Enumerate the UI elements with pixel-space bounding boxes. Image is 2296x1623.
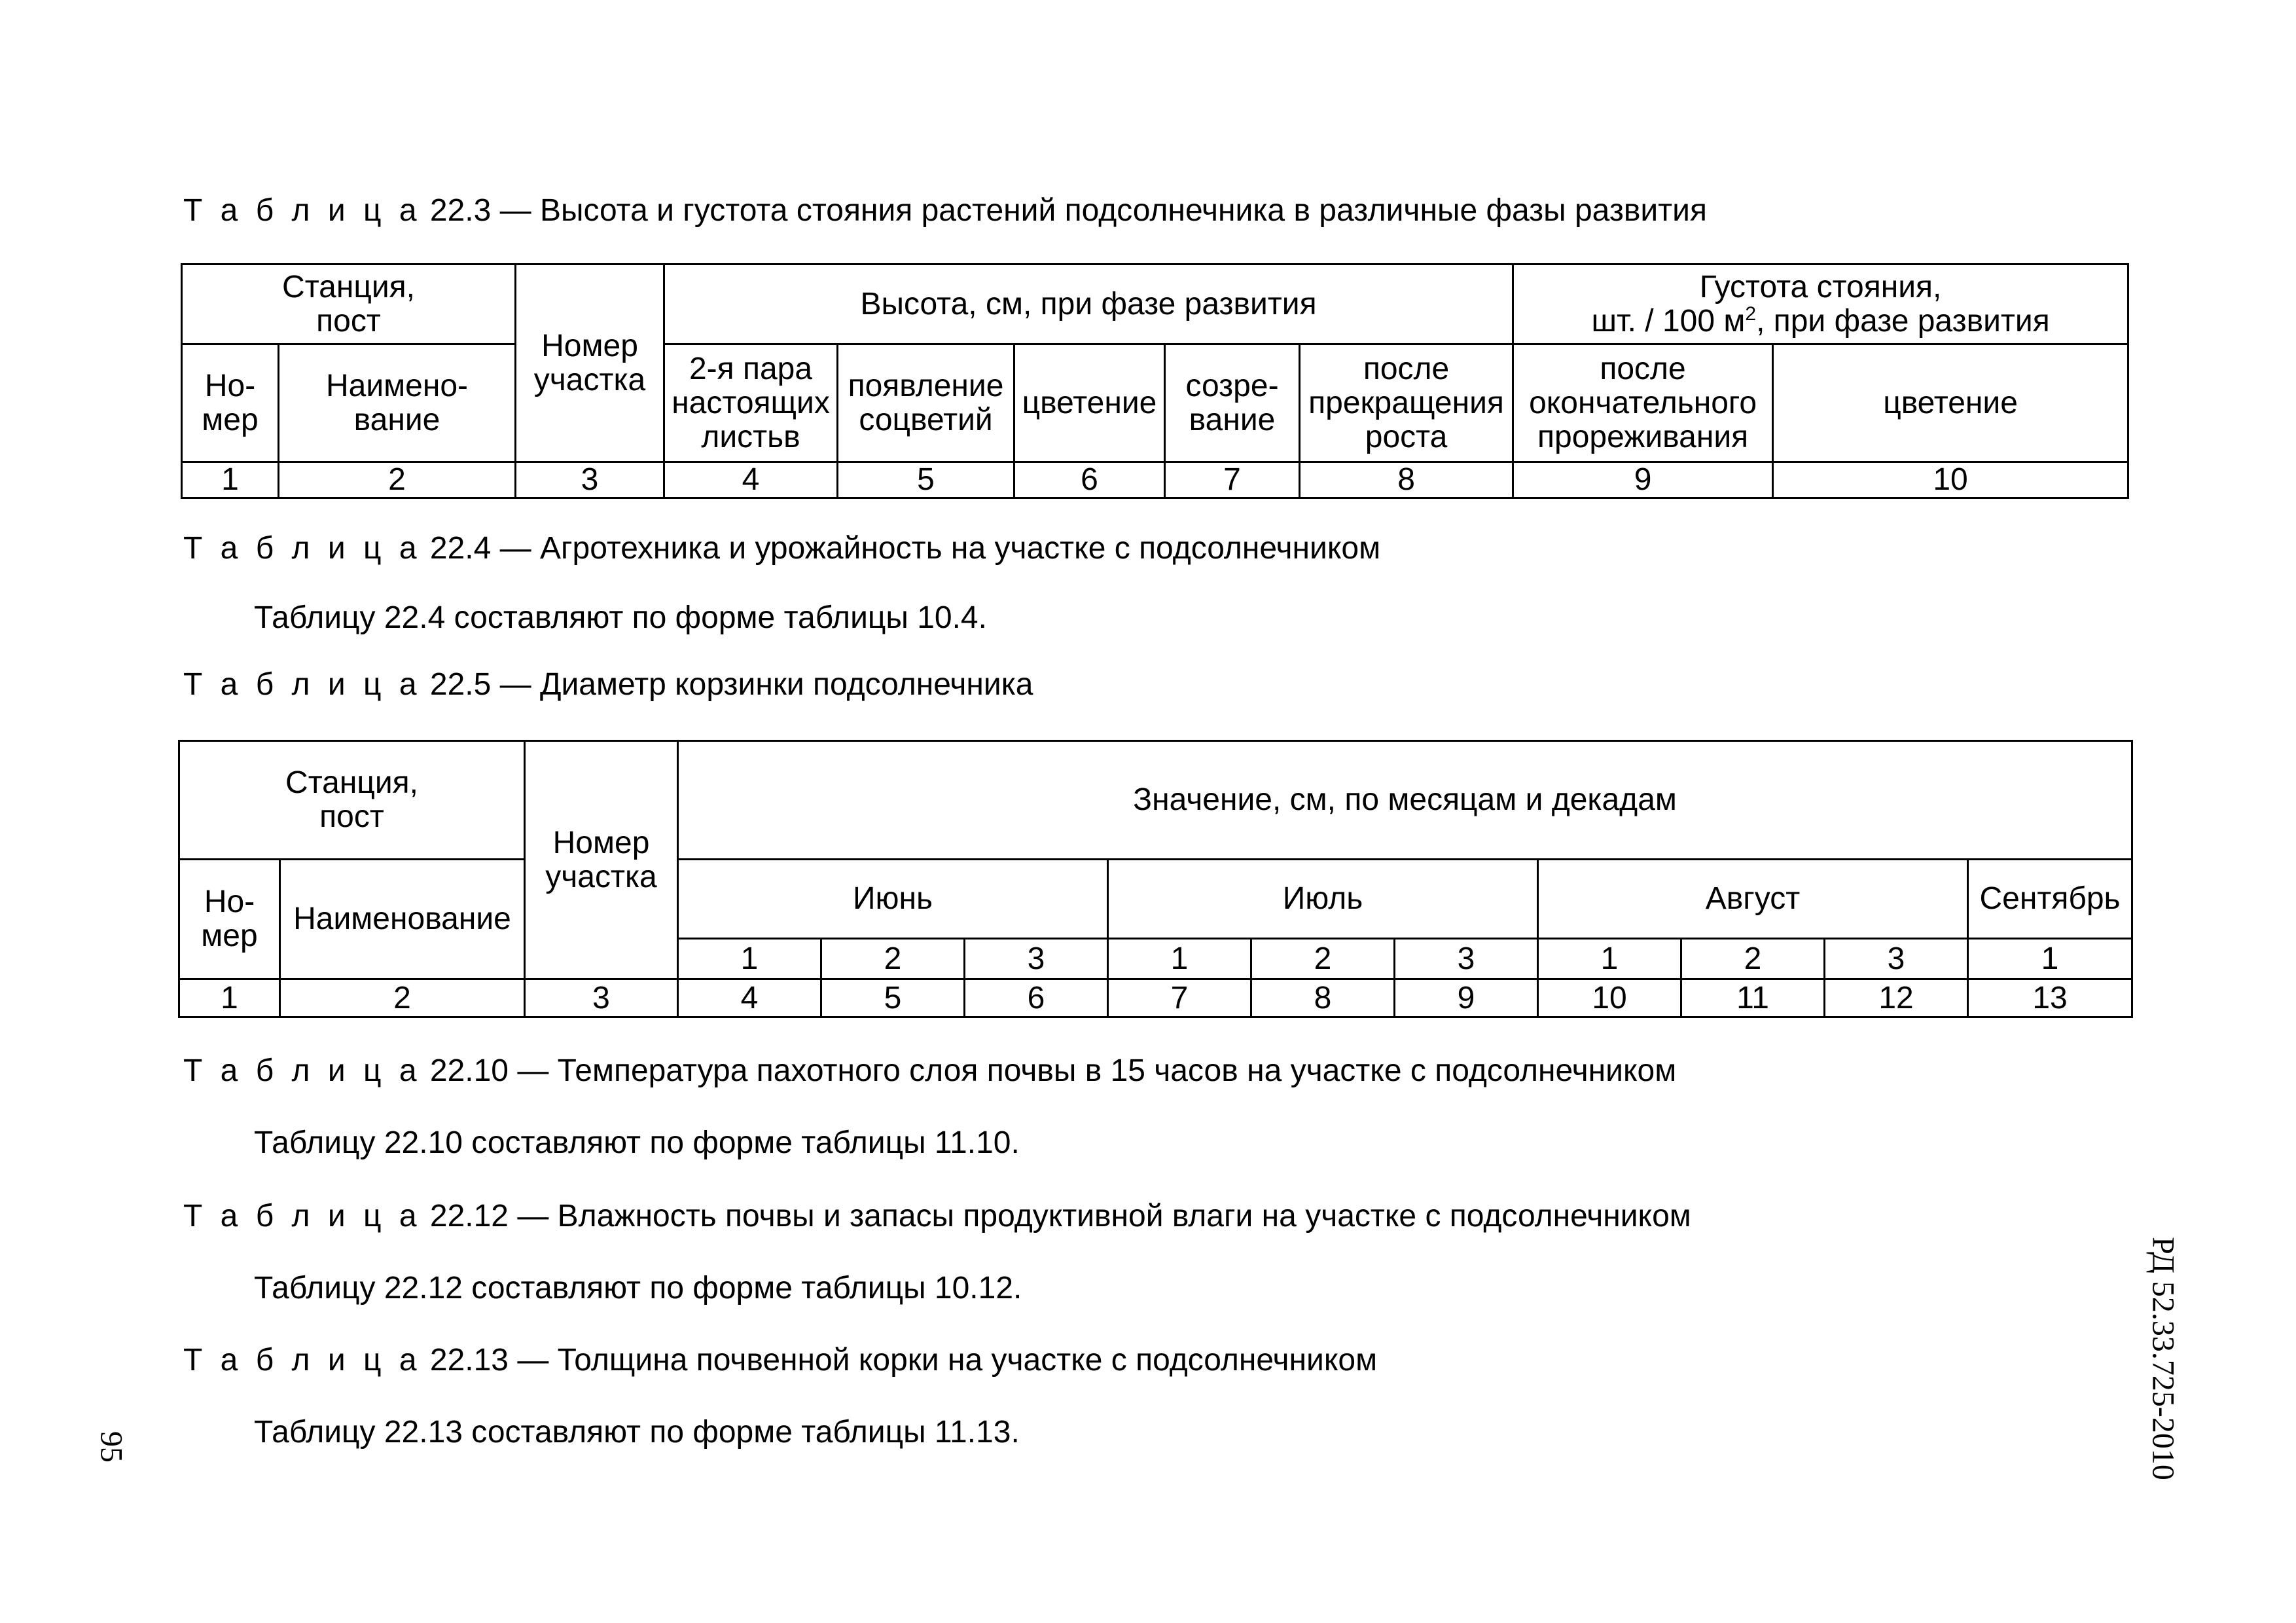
- table-22-13-caption: [183, 1342, 1377, 1379]
- table-22-3: [181, 263, 2129, 499]
- column-number: 2: [279, 462, 516, 498]
- header-height: Высота, см, при фазе развития: [664, 264, 1513, 344]
- decade-cell: 1: [678, 939, 821, 979]
- column-number: 4: [664, 462, 838, 498]
- caption-text: 22.10 — Температура пахотного слоя почвы в 15 часов на участке с подсолнечником: [429, 1053, 1677, 1088]
- caption-prefix: Т а б л и ц а: [183, 667, 422, 702]
- header-number: Но- мер: [179, 860, 280, 979]
- header-plot-number: Номер участка: [525, 741, 678, 979]
- decade-cell: 2: [1251, 939, 1395, 979]
- header-phase-growth-stop: после прекращения роста: [1300, 344, 1513, 462]
- column-number: 7: [1165, 462, 1300, 498]
- density-sup: 2: [1745, 302, 1757, 325]
- table-22-13-note: Таблицу 22.13 составляют по форме таблицы 11.13.: [254, 1415, 1020, 1450]
- caption-prefix: Т а б л и ц а: [183, 1199, 422, 1233]
- header-phase-flowering-density: цветение: [1773, 344, 2128, 462]
- document-code: [2124, 1228, 2202, 1489]
- column-number: 11: [1681, 979, 1825, 1017]
- caption-prefix: Т а б л и ц а: [183, 1053, 422, 1088]
- column-number: 2: [280, 979, 525, 1017]
- decade-cell: 1: [1538, 939, 1681, 979]
- caption-text: 22.4 — Агротехника и урожайность на участке с подсолнечником: [429, 531, 1381, 566]
- table-22-5-caption: [183, 666, 1033, 703]
- header-station: Станция, пост: [179, 741, 525, 860]
- header-phase-inflorescence: появление соцветий: [838, 344, 1014, 462]
- table-22-10-caption: [183, 1053, 1676, 1089]
- page-number-text: 95: [94, 1431, 129, 1463]
- column-number: 5: [838, 462, 1014, 498]
- decade-cell: 2: [1681, 939, 1825, 979]
- caption-prefix: Т а б л и ц а: [183, 193, 422, 228]
- column-number: 9: [1513, 462, 1773, 498]
- header-name: Наименование: [280, 860, 525, 979]
- caption-text: 22.12 — Влажность почвы и запасы продуктивной влаги на участке с подсолнечником: [429, 1199, 1691, 1233]
- column-number: 8: [1300, 462, 1513, 498]
- column-number: 6: [965, 979, 1108, 1017]
- column-number: 10: [1538, 979, 1681, 1017]
- decade-cell: 3: [965, 939, 1108, 979]
- column-number: 9: [1395, 979, 1538, 1017]
- caption-text: 22.13 — Толщина почвенной корки на участке с подсолнечником: [429, 1343, 1378, 1377]
- header-month-june: Июнь: [678, 860, 1108, 939]
- table-22-4-caption: [183, 530, 1380, 567]
- header-month-august: Август: [1538, 860, 1968, 939]
- column-number: 1: [182, 462, 279, 498]
- header-phase-leaves: 2-я пара настоящих листьв: [664, 344, 838, 462]
- column-number: 8: [1251, 979, 1395, 1017]
- header-phase-flowering: цветение: [1014, 344, 1165, 462]
- column-number: 3: [516, 462, 664, 498]
- header-month-july: Июль: [1108, 860, 1538, 939]
- decade-cell: 2: [821, 939, 965, 979]
- column-number: 4: [678, 979, 821, 1017]
- caption-prefix: Т а б л и ц а: [183, 1343, 422, 1377]
- decade-cell: 3: [1395, 939, 1538, 979]
- caption-text: 22.3 — Высота и густота стояния растений подсолнечника в различные фазы развития: [429, 193, 1707, 228]
- header-station: Станция, пост: [182, 264, 516, 344]
- column-number: 10: [1773, 462, 2128, 498]
- table-22-4-note: Таблицу 22.4 составляют по форме таблицы 10.4.: [254, 600, 987, 635]
- caption-prefix: Т а б л и ц а: [183, 531, 422, 566]
- decade-cell: 1: [1108, 939, 1251, 979]
- decade-cell: 1: [1968, 939, 2132, 979]
- density-line2b: , при фазе развития: [1756, 303, 2050, 338]
- column-number: 3: [525, 979, 678, 1017]
- density-line1: Густота стояния,: [1699, 269, 1942, 304]
- table-22-12-caption: [183, 1198, 1691, 1235]
- table-22-5: [178, 740, 2133, 1018]
- column-number: 7: [1108, 979, 1251, 1017]
- document-code-text: РД 52.33.725-2010: [2145, 1237, 2181, 1480]
- header-plot-number: Номер участка: [516, 264, 664, 462]
- column-number: 6: [1014, 462, 1165, 498]
- header-phase-ripening: созре- вание: [1165, 344, 1300, 462]
- density-line2a: шт. / 100 м: [1591, 303, 1746, 338]
- header-value: Значение, см, по месяцам и декадам: [678, 741, 2132, 860]
- column-number: 13: [1968, 979, 2132, 1017]
- column-number: 1: [179, 979, 280, 1017]
- header-phase-thinning: после окончательного прореживания: [1513, 344, 1773, 462]
- caption-text: 22.5 — Диаметр корзинки подсолнечника: [429, 667, 1033, 702]
- header-month-september: Сентябрь: [1968, 860, 2132, 939]
- column-number: 12: [1825, 979, 1968, 1017]
- decade-cell: 3: [1825, 939, 1968, 979]
- page-number: [79, 1408, 144, 1486]
- header-name: Наимено- вание: [279, 344, 516, 462]
- table-22-3-caption: [183, 192, 1707, 229]
- table-22-12-note: Таблицу 22.12 составляют по форме таблицы 10.12.: [254, 1271, 1022, 1305]
- table-22-10-note: Таблицу 22.10 составляют по форме таблицы 11.10.: [254, 1125, 1020, 1160]
- header-density: [1513, 264, 2128, 344]
- column-number: 5: [821, 979, 965, 1017]
- header-number: Но- мер: [182, 344, 279, 462]
